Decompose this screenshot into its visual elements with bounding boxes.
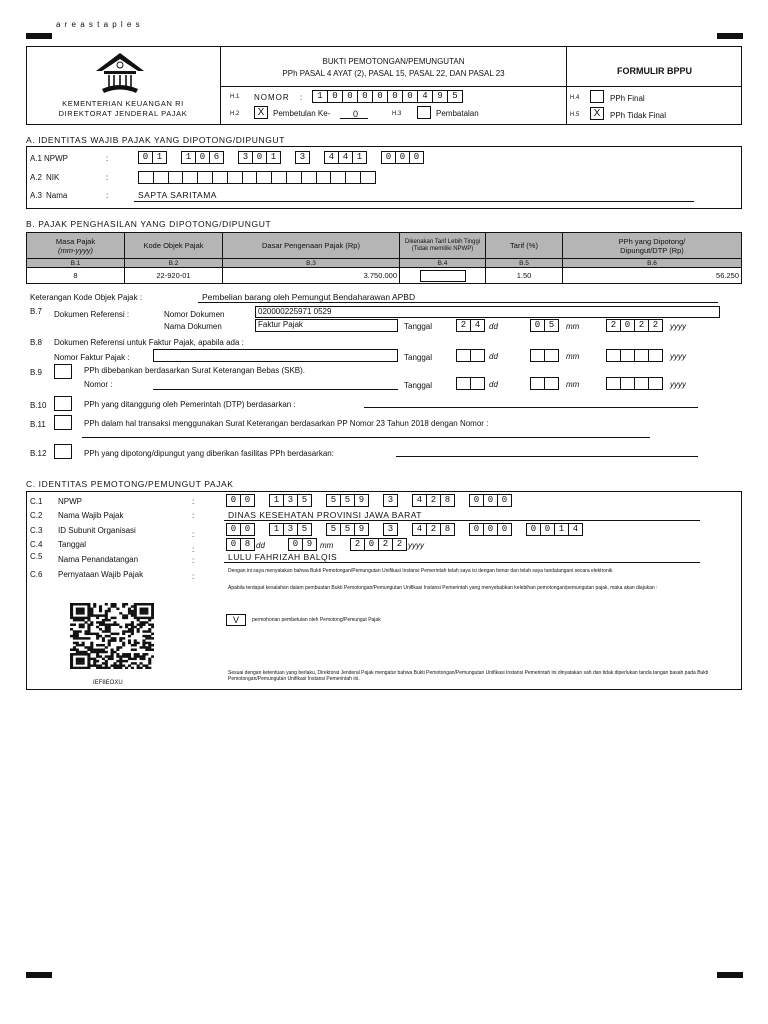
- date-yyyy-digit: 2: [350, 538, 365, 551]
- date-yyyy-digit: [648, 377, 663, 390]
- form-title-line2: PPh PASAL 4 AYAT (2), PASAL 15, PASAL 22, DAN PASAL 23: [282, 69, 505, 78]
- a1-colon: :: [106, 154, 109, 163]
- row-tarif: 1.50: [486, 268, 563, 284]
- code-b3: B.3: [223, 259, 400, 268]
- corner-mark-top-left: [26, 33, 52, 39]
- code-b1: B.1: [27, 259, 125, 268]
- code-b4: B.4: [400, 259, 486, 268]
- col-pph-dipotong: PPh yang Dipotong/ Dipungut/DTP (Rp): [563, 233, 742, 259]
- date-mm-digit: [544, 349, 559, 362]
- nik-digit: [168, 171, 184, 184]
- date-yyyy-digit: [634, 377, 649, 390]
- npwp-digit: 6: [209, 151, 224, 164]
- nik-digit: [286, 171, 302, 184]
- row-tarif-lebih: [400, 268, 486, 284]
- code-b5: B.5: [486, 259, 563, 268]
- pembetulan-request-label: permohonan pembetulan oleh Pemotong/Pemungut Pajak: [252, 617, 381, 623]
- nik-digit: [153, 171, 169, 184]
- pemotong-npwp-digit: 5: [326, 494, 341, 507]
- date-yyyy-digit: 2: [634, 319, 649, 332]
- dd-label: dd: [256, 541, 265, 550]
- b8-code: B.8: [30, 338, 43, 347]
- c5-label: Nama Penandatangan: [58, 555, 139, 564]
- b9-code: B.9: [30, 368, 43, 377]
- row-pph: 56.250: [563, 268, 742, 284]
- nomor-digit: 1: [312, 90, 328, 103]
- pph-tidak-final-checkbox[interactable]: X: [590, 107, 604, 120]
- b12-underline: [396, 456, 698, 457]
- date-yyyy-digit: [648, 349, 663, 362]
- pemotong-npwp-digit: 0: [240, 494, 255, 507]
- b9-label: PPh dibebankan berdasarkan Surat Keterangan Bebas (SKB).: [84, 366, 306, 375]
- date-dd-digit: 8: [240, 538, 255, 551]
- dd-label: dd: [489, 322, 498, 331]
- nik-digit: [242, 171, 258, 184]
- legal-footer-note: Sesuai dengan ketentuan yang berlaku, Direktorat Jenderal Pajak mengatur bahwa Bukti Pemotongan/Pemungutan Unifikasi Instansi Pemerintah ini dinyatakan sah dan tidak diperlukan tanda tangan basah pada Bukti Pemotongan/Pemungutan Unifikasi Instansi Pemerintah ini.: [228, 670, 709, 682]
- col-tarif: Tarif (%): [486, 233, 563, 259]
- corner-mark-bottom-right: [717, 972, 743, 978]
- pembetulan-request-checkbox[interactable]: V: [226, 614, 246, 626]
- nik-digit: [182, 171, 198, 184]
- npwp-digit: 0: [381, 151, 396, 164]
- pembatalan-label: Pembatalan: [436, 109, 479, 118]
- date-mm-digit: 5: [544, 319, 559, 332]
- b10-label: PPh yang ditanggung oleh Pemerintah (DTP) berdasarkan :: [84, 400, 296, 409]
- date-yyyy-digit: [620, 377, 635, 390]
- c2-value: DINAS KESEHATAN PROVINSI JAWA BARAT: [228, 510, 422, 520]
- npwp-digit: 1: [266, 151, 281, 164]
- b7-tanggal-label: Tanggal: [404, 322, 433, 331]
- date-dd-digit: [456, 349, 471, 362]
- a3-code: A.3: [30, 191, 43, 200]
- date-yyyy-digit: 2: [378, 538, 393, 551]
- c1-code: C.1: [30, 497, 43, 506]
- b12-checkbox[interactable]: [54, 444, 72, 459]
- h5-code: H.5: [570, 112, 580, 118]
- subunit-id-digit: 0: [226, 523, 241, 536]
- pemotong-npwp-digit: 0: [226, 494, 241, 507]
- c5-code: C.5: [30, 552, 43, 561]
- c3-code: C.3: [30, 526, 43, 535]
- c5-value: LULU FAHRIZAH BALQIS: [228, 552, 338, 562]
- b12-label: PPh yang dipotong/dipungut yang diberikan fasilitas PPh berdasarkan:: [84, 449, 334, 458]
- header-divider-mid: [220, 86, 742, 87]
- nama-dok-label: Nama Dokumen: [164, 322, 222, 331]
- subunit-id-digit: 5: [326, 523, 341, 536]
- date-yyyy-digit: 2: [392, 538, 407, 551]
- subunit-id-digit: 1: [269, 523, 284, 536]
- subunit-id-digit: 0: [540, 523, 555, 536]
- pemotong-npwp-digit: 5: [340, 494, 355, 507]
- mm-label: mm: [320, 541, 334, 550]
- nomor-digit: 0: [372, 90, 388, 103]
- yyyy-label: yyyy: [670, 352, 686, 361]
- date-yyyy-digit: [606, 377, 621, 390]
- mm-label: mm: [566, 380, 580, 389]
- subunit-id-digit: 0: [483, 523, 498, 536]
- date-yyyy-digit: [606, 349, 621, 362]
- pemotong-npwp-digit: 9: [354, 494, 369, 507]
- b9-checkbox[interactable]: [54, 364, 72, 379]
- corner-mark-bottom-left: [26, 972, 52, 978]
- date-mm-digit: [530, 349, 545, 362]
- pemotong-npwp-digit: 5: [297, 494, 312, 507]
- subunit-id-digit: 5: [340, 523, 355, 536]
- nik-digit: [227, 171, 243, 184]
- c2-label: Nama Wajib Pajak: [58, 511, 124, 520]
- col-kode-objek: Kode Objek Pajak: [125, 233, 223, 259]
- dd-label: dd: [489, 352, 498, 361]
- nomor-digit: 0: [357, 90, 373, 103]
- b9-nomor-label: Nomor :: [84, 380, 113, 389]
- date-mm-digit: 0: [288, 538, 303, 551]
- b8-label: Dokumen Referensi untuk Faktur Pajak, apabila ada :: [54, 338, 244, 347]
- date-dd-digit: 4: [470, 319, 485, 332]
- mm-label: mm: [566, 352, 580, 361]
- subunit-id-digit: 0: [469, 523, 484, 536]
- a3-colon: :: [106, 191, 109, 200]
- nomor-digit: 0: [402, 90, 418, 103]
- date-yyyy-digit: 0: [620, 319, 635, 332]
- b9-nomor-underline: [153, 389, 398, 390]
- mm-label: mm: [566, 322, 580, 331]
- b11-code: B.11: [30, 420, 46, 429]
- npwp-digit: 0: [252, 151, 267, 164]
- date-yyyy-digit: [634, 349, 649, 362]
- subunit-id-digit: 3: [383, 523, 398, 536]
- nomor-digit: 5: [447, 90, 463, 103]
- nik-digit: [301, 171, 317, 184]
- yyyy-label: yyyy: [408, 541, 424, 550]
- b11-label: PPh dalam hal transaksi menggunakan Surat Keterangan berdasarkan PP Nomor 23 Tahun 2018 dengan Nomor :: [84, 419, 489, 428]
- pembatalan-checkbox[interactable]: [417, 106, 431, 119]
- date-mm-digit: [544, 377, 559, 390]
- directorate-name: DIREKTORAT JENDERAL PAJAK: [58, 109, 188, 118]
- h2-code: H.2: [230, 111, 240, 117]
- a2-label: NIK: [46, 173, 60, 182]
- date-yyyy-digit: 0: [364, 538, 379, 551]
- subunit-id-digit: 0: [240, 523, 255, 536]
- npwp-digit: 1: [152, 151, 167, 164]
- dok-ref-label: Dokumen Referensi :: [54, 310, 130, 319]
- yyyy-label: yyyy: [670, 380, 686, 389]
- b7-code: B.7: [30, 307, 43, 316]
- a2-colon: :: [106, 173, 109, 182]
- c1-colon: :: [192, 497, 195, 506]
- date-yyyy-digit: 2: [606, 319, 621, 332]
- col-dasar-pengenaan: Dasar Pengenaan Pajak (Rp): [223, 233, 400, 259]
- pemotong-npwp-digit: 2: [426, 494, 441, 507]
- nomor-faktur-field[interactable]: [153, 349, 398, 362]
- row-kode: 22-920-01: [125, 268, 223, 284]
- nomor-digit: 9: [432, 90, 448, 103]
- keterangan-value: Pembelian barang oleh Pemungut Bendaharawan APBD: [202, 292, 416, 302]
- b8-tanggal-label: Tanggal: [404, 353, 433, 362]
- npwp-digit: 0: [138, 151, 153, 164]
- date-dd-digit: [456, 377, 471, 390]
- subunit-id-digit: 9: [354, 523, 369, 536]
- date-dd-digit: [470, 349, 485, 362]
- c6-code: C.6: [30, 570, 43, 579]
- nik-digit: [138, 171, 154, 184]
- row-masa: 8: [27, 268, 125, 284]
- pembetulan-label: Pembetulan Ke-: [273, 109, 331, 118]
- c3-label: ID Subunit Organisasi: [58, 526, 136, 535]
- nomor-colon: :: [300, 93, 303, 102]
- subunit-id-digit: 8: [440, 523, 455, 536]
- qr-code-text: IEF8EOXU: [93, 680, 123, 686]
- subunit-id-digit: 1: [554, 523, 569, 536]
- nama-value: SAPTA SARITAMA: [138, 190, 217, 200]
- c6-label: Pernyataan Wajib Pajak: [58, 570, 144, 579]
- npwp-digit: 3: [295, 151, 310, 164]
- nomor-dok-label: Nomor Dokumen: [164, 310, 225, 319]
- c4-label: Tanggal: [58, 540, 87, 549]
- code-b6: B.6: [563, 259, 742, 268]
- pemotong-npwp-digit: 3: [283, 494, 298, 507]
- pph-final-checkbox[interactable]: [590, 90, 604, 103]
- c2-underline: [224, 520, 700, 521]
- nik-digit: [212, 171, 228, 184]
- nomor-digit: 0: [342, 90, 358, 103]
- subunit-id-digit: 0: [526, 523, 541, 536]
- pph-tidak-final-label: PPh Tidak Final: [610, 111, 667, 120]
- date-dd-digit: 2: [456, 319, 471, 332]
- statement-2: Apabila terdapat kesalahan dalam pembuatan Bukti Pemotongan/Pemungutan Unifikasi Instansi Pemerintah yang menyebabkan kelebihan pemotongan/pemungutan pajak, maka akan diajukan :: [228, 585, 658, 591]
- date-mm-digit: 0: [530, 319, 545, 332]
- b11-underline: [82, 437, 650, 438]
- nik-digit: [360, 171, 376, 184]
- c5-underline: [224, 562, 700, 563]
- pembetulan-underline: [340, 118, 368, 119]
- pemotong-npwp-digit: 3: [383, 494, 398, 507]
- section-a-title: A. IDENTITAS WAJIB PAJAK YANG DIPOTONG/DIPUNGUT: [26, 135, 285, 145]
- npwp-digit: 0: [395, 151, 410, 164]
- c4-colon: :: [192, 545, 195, 554]
- c1-label: NPWP: [58, 497, 82, 506]
- h3-code: H.3: [392, 111, 402, 117]
- col-tarif-lebih-tinggi: Dikenakan Tarif Lebih Tinggi (Tidak memiliki NPWP): [400, 233, 486, 259]
- nik-digit: [256, 171, 272, 184]
- pph-final-label: PPh Final: [610, 94, 645, 103]
- form-title-line1: BUKTI PEMOTONGAN/PEMUNGUTAN: [322, 57, 465, 66]
- pemotong-npwp-digit: 4: [412, 494, 427, 507]
- keterangan-label: Keterangan Kode Objek Pajak :: [30, 293, 143, 302]
- npwp-digit: 0: [409, 151, 424, 164]
- h4-code: H.4: [570, 95, 580, 101]
- a2-code: A.2: [30, 173, 43, 182]
- keterangan-underline: [198, 302, 718, 303]
- npwp-digit: 0: [195, 151, 210, 164]
- pemotong-npwp-digit: 0: [497, 494, 512, 507]
- npwp-digit: 3: [238, 151, 253, 164]
- subunit-id-digit: 4: [412, 523, 427, 536]
- c2-colon: :: [192, 511, 195, 520]
- npwp-digit: 1: [352, 151, 367, 164]
- b10-checkbox[interactable]: [54, 396, 72, 411]
- npwp-digit: 1: [181, 151, 196, 164]
- b11-checkbox[interactable]: [54, 415, 72, 430]
- b10-underline: [364, 407, 698, 408]
- a1-code: A.1: [30, 154, 43, 163]
- nomor-faktur-label: Nomor Faktur Pajak :: [54, 353, 130, 362]
- b9-tanggal-label: Tanggal: [404, 381, 433, 390]
- nomor-digit: 4: [417, 90, 433, 103]
- corner-mark-top-right: [717, 33, 743, 39]
- tarif-lebih-checkbox[interactable]: [420, 270, 466, 282]
- form-name: FORMULIR BPPU: [617, 66, 692, 76]
- subunit-id-digit: 3: [283, 523, 298, 536]
- code-b2: B.2: [125, 259, 223, 268]
- b10-code: B.10: [30, 401, 47, 410]
- dd-label: dd: [489, 380, 498, 389]
- npwp-digit: 4: [324, 151, 339, 164]
- c3-colon: :: [192, 530, 195, 539]
- c5-colon: :: [192, 556, 195, 565]
- date-mm-digit: 9: [302, 538, 317, 551]
- ministry-emblem-icon: [92, 51, 148, 95]
- date-dd-digit: [470, 377, 485, 390]
- h1-code: H.1: [230, 94, 240, 100]
- watermark-text: a r e a s t a p l e s: [56, 20, 141, 29]
- section-c-title: C. IDENTITAS PEMOTONG/PEMUNGUT PAJAK: [26, 479, 234, 489]
- subunit-id-digit: 4: [568, 523, 583, 536]
- nomor-digit: 0: [387, 90, 403, 103]
- c4-code: C.4: [30, 540, 43, 549]
- subunit-id-digit: 0: [497, 523, 512, 536]
- c6-colon: :: [192, 572, 195, 581]
- pemotong-npwp-digit: 1: [269, 494, 284, 507]
- nik-digit: [345, 171, 361, 184]
- a1-label: NPWP: [44, 154, 68, 163]
- pemotong-npwp-digit: 8: [440, 494, 455, 507]
- yyyy-label: yyyy: [670, 322, 686, 331]
- pph-table: [26, 232, 742, 284]
- subunit-id-digit: 5: [297, 523, 312, 536]
- date-mm-digit: [530, 377, 545, 390]
- nama-dok-field[interactable]: Faktur Pajak: [255, 319, 398, 332]
- b12-code: B.12: [30, 449, 47, 458]
- nomor-dok-field[interactable]: 020000225971 0529: [255, 306, 720, 318]
- col-masa-pajak: Masa Pajak (mm-yyyy): [27, 233, 125, 259]
- statement-1: Dengan ini saya menyatakan bahwa Bukti Pemotongan/Pemungutan Unifikasi Instansi Pemerintah telah saya isi dengan benar dan telah saya tandatangani secara elektronik: [228, 568, 613, 574]
- nomor-digit: 0: [327, 90, 343, 103]
- subunit-id-digit: 2: [426, 523, 441, 536]
- date-dd-digit: 0: [226, 538, 241, 551]
- section-b-title: B. PAJAK PENGHASILAN YANG DIPOTONG/DIPUNGUT: [26, 219, 272, 229]
- nomor-label: NOMOR: [254, 93, 290, 102]
- c2-code: C.2: [30, 511, 43, 520]
- date-yyyy-digit: [620, 349, 635, 362]
- nama-underline: [134, 201, 694, 202]
- ministry-name: KEMENTERIAN KEUANGAN RI: [62, 99, 184, 108]
- nik-digit: [197, 171, 213, 184]
- nik-digit: [330, 171, 346, 184]
- pemotong-npwp-digit: 0: [469, 494, 484, 507]
- a3-label: Nama: [46, 191, 68, 200]
- pemotong-npwp-digit: 0: [483, 494, 498, 507]
- npwp-digit: 4: [338, 151, 353, 164]
- row-dasar: 3.750.000: [223, 268, 400, 284]
- pembetulan-checkbox[interactable]: X: [254, 106, 268, 119]
- qr-code-icon: [70, 603, 154, 669]
- date-yyyy-digit: 2: [648, 319, 663, 332]
- nik-digit: [271, 171, 287, 184]
- nik-digit: [316, 171, 332, 184]
- pembetulan-value: 0: [353, 109, 359, 119]
